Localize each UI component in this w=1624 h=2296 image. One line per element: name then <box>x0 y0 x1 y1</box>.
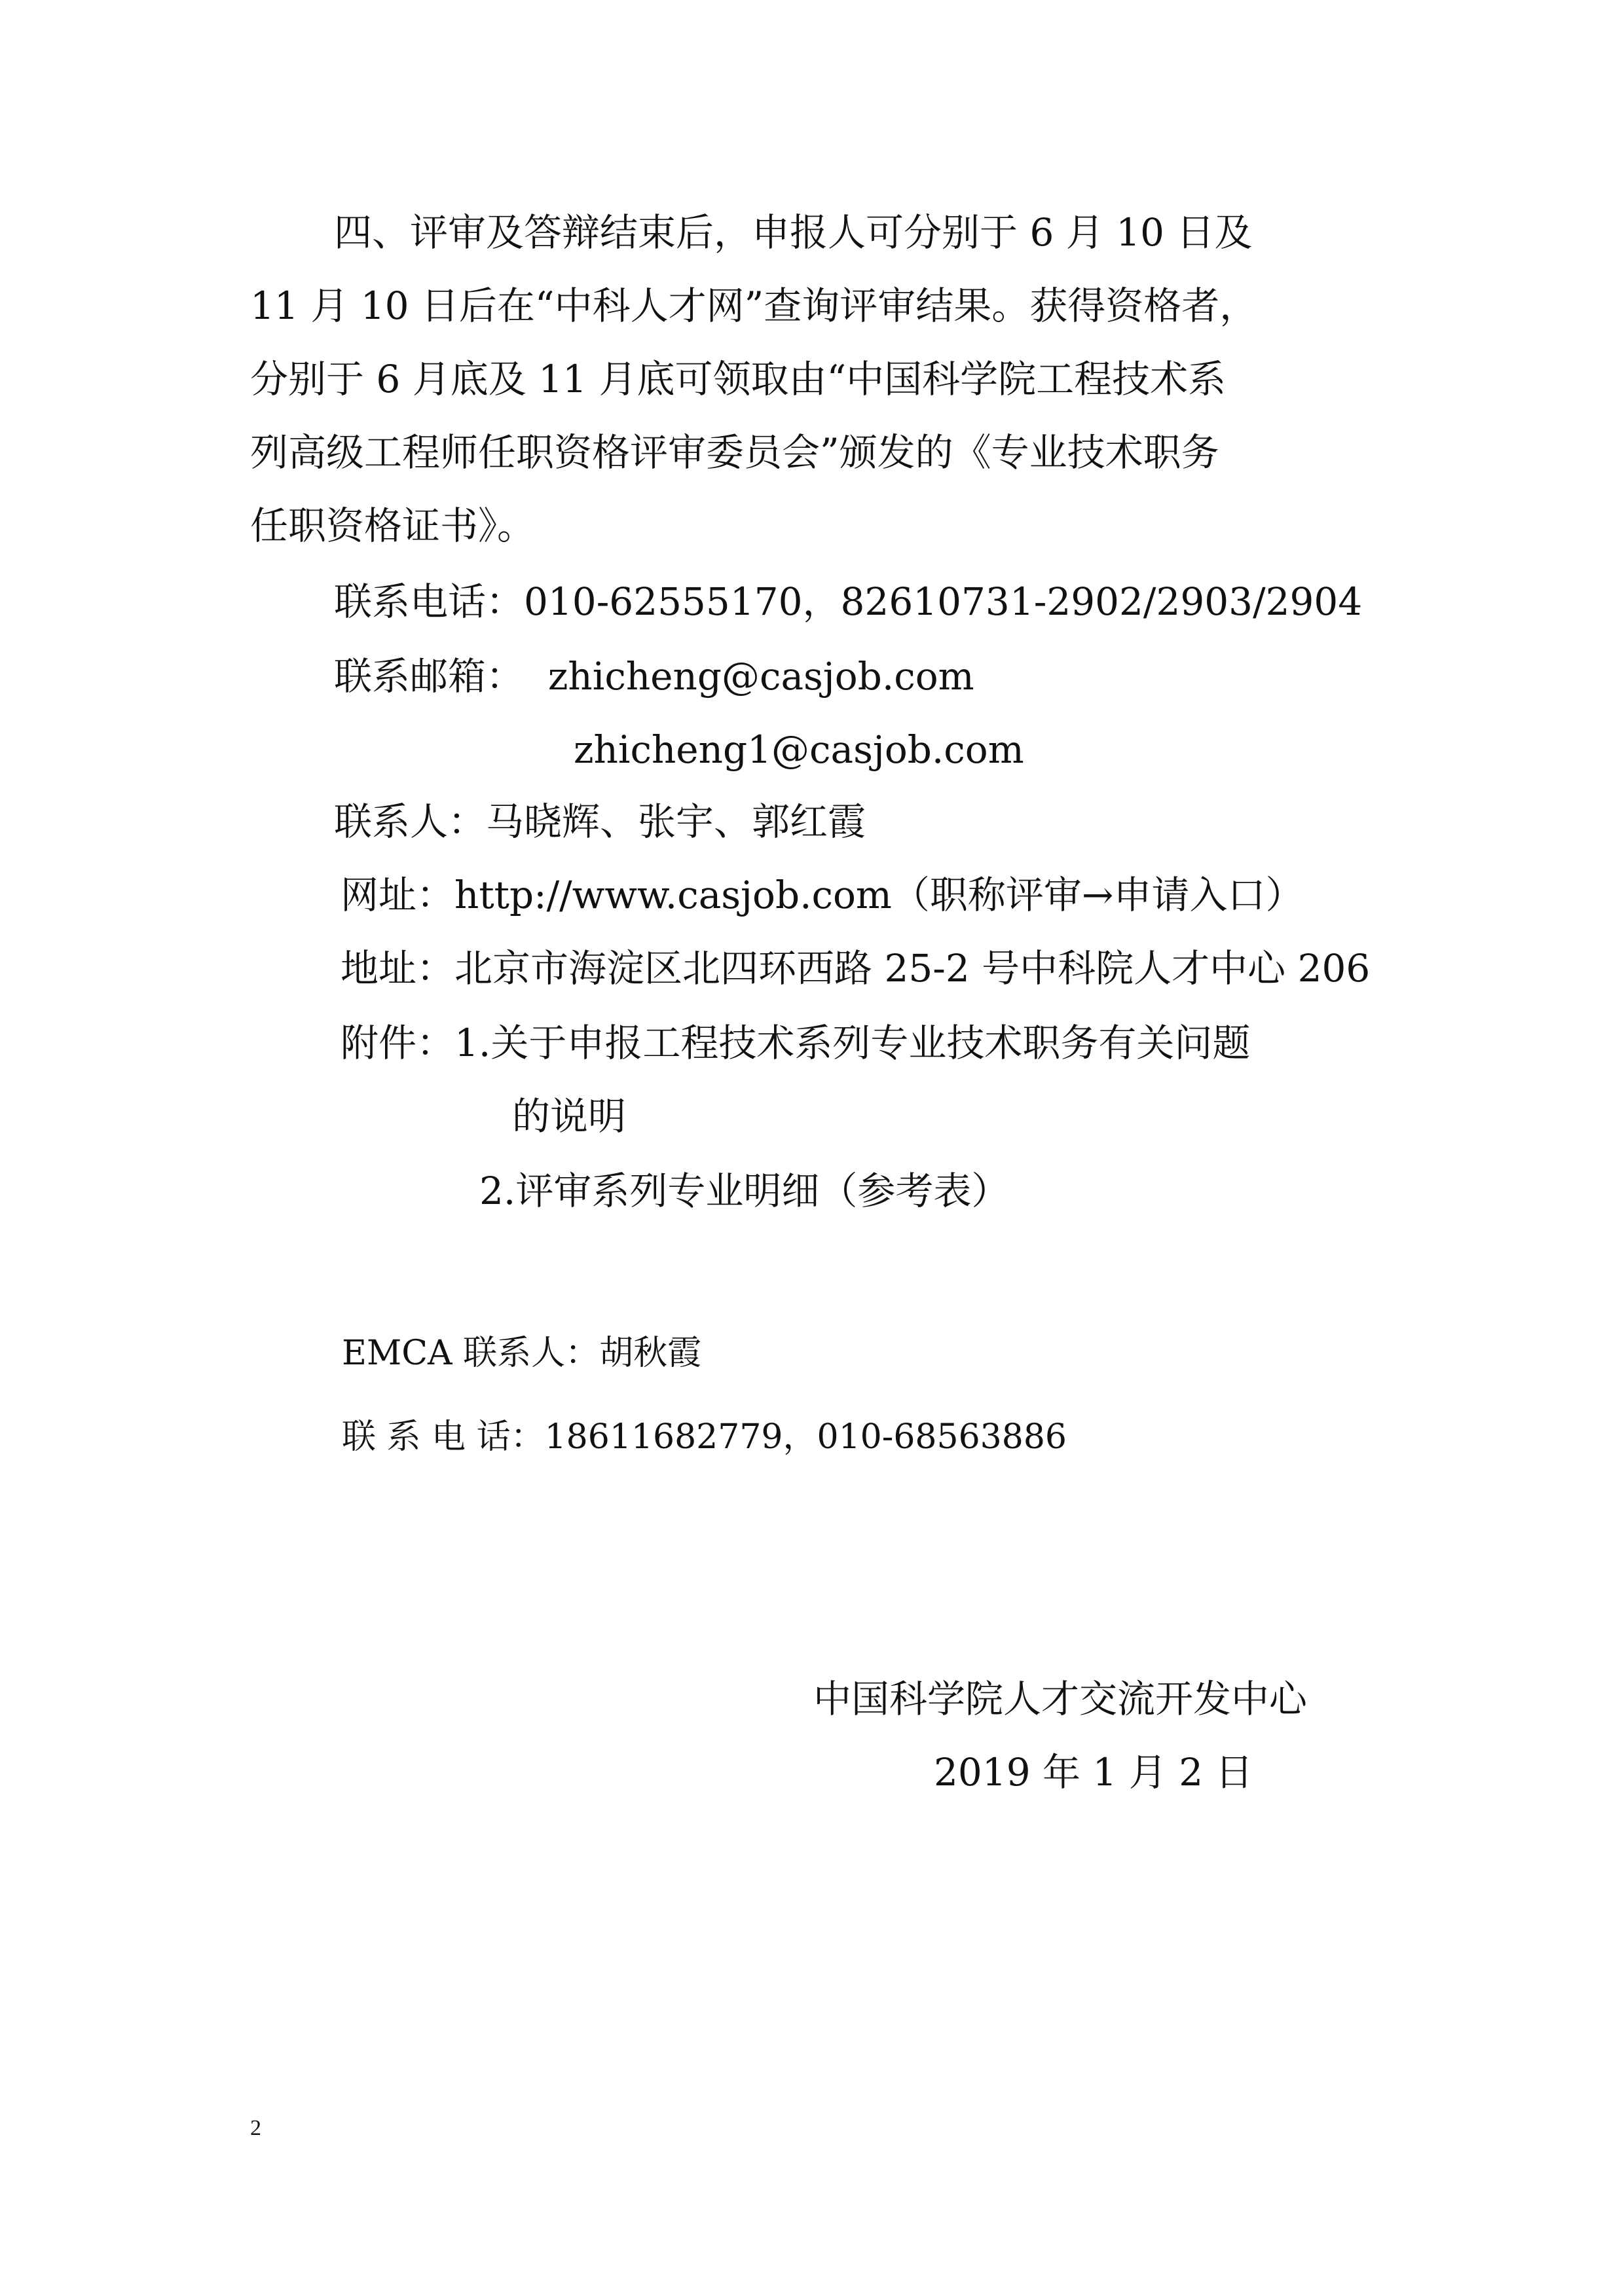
attachment-item-1: 附件：1.关于申报工程技术系列专业技术职务有关问题 <box>341 1021 1251 1065</box>
paragraph-line-2: 11 月 10 日后在“中科人才网”查询评审结果。获得资格者， <box>250 283 1258 328</box>
emca-contact: EMCA 联系人：胡秋霞 <box>342 1334 702 1373</box>
contact-email-secondary: zhicheng1@casjob.com <box>574 727 1024 772</box>
signature-date: 2019 年 1 月 2 日 <box>934 1750 1253 1795</box>
attachment-item-1-cont: 的说明 <box>512 1094 627 1139</box>
contact-phone: 联系电话：010-62555170，82610731-2902/2903/2904 <box>334 579 1363 624</box>
paragraph-line-5: 任职资格证书》。 <box>250 503 536 548</box>
paragraph-line-3: 分别于 6 月底及 11 月底可领取由“中国科学院工程技术系 <box>250 357 1227 401</box>
contact-address: 地址：北京市海淀区北四环西路 25-2 号中科院人才中心 206 <box>341 946 1371 991</box>
signature-organization: 中国科学院人才交流开发中心 <box>813 1677 1308 1721</box>
paragraph-line-4: 列高级工程师任职资格评审委员会”颁发的《专业技术职务 <box>250 430 1219 475</box>
page-number: 2 <box>250 2116 261 2140</box>
emca-phone: 联 系 电 话：18611682779，010-68563886 <box>342 1417 1067 1457</box>
attachment-item-2: 2.评审系列专业明细（参考表） <box>479 1169 1010 1213</box>
paragraph-line-1: 四、评审及答辩结束后，申报人可分别于 6 月 10 日及 <box>334 210 1253 255</box>
contact-email-primary: 联系邮箱： zhicheng@casjob.com <box>334 654 974 699</box>
contact-website: 网址：http://www.casjob.com（职称评审→申请入口） <box>341 873 1304 917</box>
contact-people: 联系人：马晓辉、张宇、郭红霞 <box>334 799 866 844</box>
